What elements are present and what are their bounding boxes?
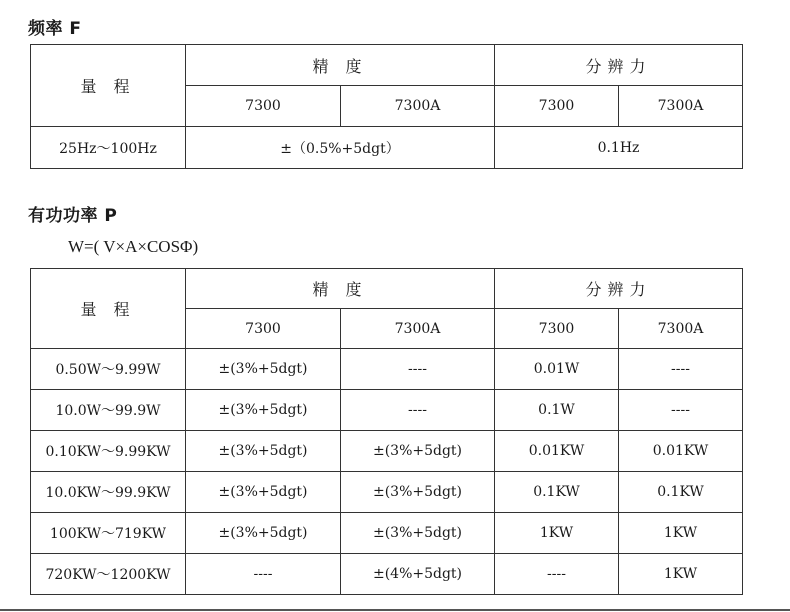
power-accuracy-7300a-cell: ±(4%+5dgt)	[341, 554, 495, 595]
power-resolution-7300a-cell: ----	[619, 349, 743, 390]
freq-data-row	[31, 127, 743, 169]
power-accuracy-7300-cell: ----	[186, 554, 341, 595]
freq-accuracy-model-7300: 7300	[186, 86, 341, 127]
freq-resolution-model-7300a: 7300A	[619, 86, 743, 127]
power-range-cell: 0.10KW～9.99KW	[31, 431, 186, 472]
power-header-row	[31, 269, 743, 309]
power-resolution-7300-cell: 0.01KW	[495, 431, 619, 472]
freq-section-title: 频率 F	[28, 19, 82, 39]
power-resolution-7300a-cell: 1KW	[619, 554, 743, 595]
power-resolution-7300-cell: 0.01W	[495, 349, 619, 390]
power-formula: W=( V×A×COSΦ)	[68, 237, 199, 256]
power-range-header: 量 程	[31, 269, 186, 349]
power-accuracy-7300-cell: ±(3%+5dgt)	[186, 390, 341, 431]
freq-range-header: 量 程	[31, 45, 186, 127]
power-range-cell: 10.0W～99.9W	[31, 390, 186, 431]
power-resolution-header: 分辨力	[495, 269, 743, 309]
power-resolution-7300-cell: 0.1KW	[495, 472, 619, 513]
power-range-cell: 720KW～1200KW	[31, 554, 186, 595]
freq-accuracy-model-7300a: 7300A	[341, 86, 495, 127]
freq-range-cell: 25Hz～100Hz	[31, 127, 186, 169]
power-accuracy-model-7300: 7300	[186, 309, 341, 349]
power-accuracy-7300-cell: ±(3%+5dgt)	[186, 431, 341, 472]
power-data-row	[31, 554, 743, 595]
freq-resolution-header: 分辨力	[495, 45, 743, 86]
power-data-row	[31, 390, 743, 431]
bottom-divider	[0, 609, 790, 611]
power-spec-table	[30, 268, 743, 595]
power-accuracy-7300a-cell: ----	[341, 349, 495, 390]
power-resolution-model-7300: 7300	[495, 309, 619, 349]
freq-accuracy-cell: ±（0.5%+5dgt）	[186, 127, 495, 169]
power-accuracy-7300a-cell: ±(3%+5dgt)	[341, 513, 495, 554]
power-accuracy-7300-cell: ±(3%+5dgt)	[186, 349, 341, 390]
power-section-title: 有功功率 P	[28, 206, 118, 226]
power-resolution-7300a-cell: ----	[619, 390, 743, 431]
freq-accuracy-header: 精 度	[186, 45, 495, 86]
freq-spec-table	[30, 44, 743, 169]
power-resolution-7300-cell: ----	[495, 554, 619, 595]
power-data-row	[31, 431, 743, 472]
power-range-cell: 0.50W～9.99W	[31, 349, 186, 390]
power-accuracy-model-7300a: 7300A	[341, 309, 495, 349]
power-resolution-7300a-cell: 1KW	[619, 513, 743, 554]
power-accuracy-7300a-cell: ±(3%+5dgt)	[341, 431, 495, 472]
power-range-cell: 10.0KW～99.9KW	[31, 472, 186, 513]
power-data-row	[31, 513, 743, 554]
power-resolution-7300-cell: 1KW	[495, 513, 619, 554]
power-accuracy-7300a-cell: ----	[341, 390, 495, 431]
power-resolution-7300a-cell: 0.01KW	[619, 431, 743, 472]
power-data-row	[31, 349, 743, 390]
power-accuracy-7300-cell: ±(3%+5dgt)	[186, 513, 341, 554]
freq-resolution-model-7300: 7300	[495, 86, 619, 127]
power-resolution-7300a-cell: 0.1KW	[619, 472, 743, 513]
power-accuracy-7300a-cell: ±(3%+5dgt)	[341, 472, 495, 513]
power-resolution-model-7300a: 7300A	[619, 309, 743, 349]
power-accuracy-7300-cell: ±(3%+5dgt)	[186, 472, 341, 513]
freq-resolution-cell: 0.1Hz	[495, 127, 743, 169]
freq-header-row	[31, 45, 743, 86]
power-data-row	[31, 472, 743, 513]
power-range-cell: 100KW～719KW	[31, 513, 186, 554]
power-accuracy-header: 精 度	[186, 269, 495, 309]
power-resolution-7300-cell: 0.1W	[495, 390, 619, 431]
